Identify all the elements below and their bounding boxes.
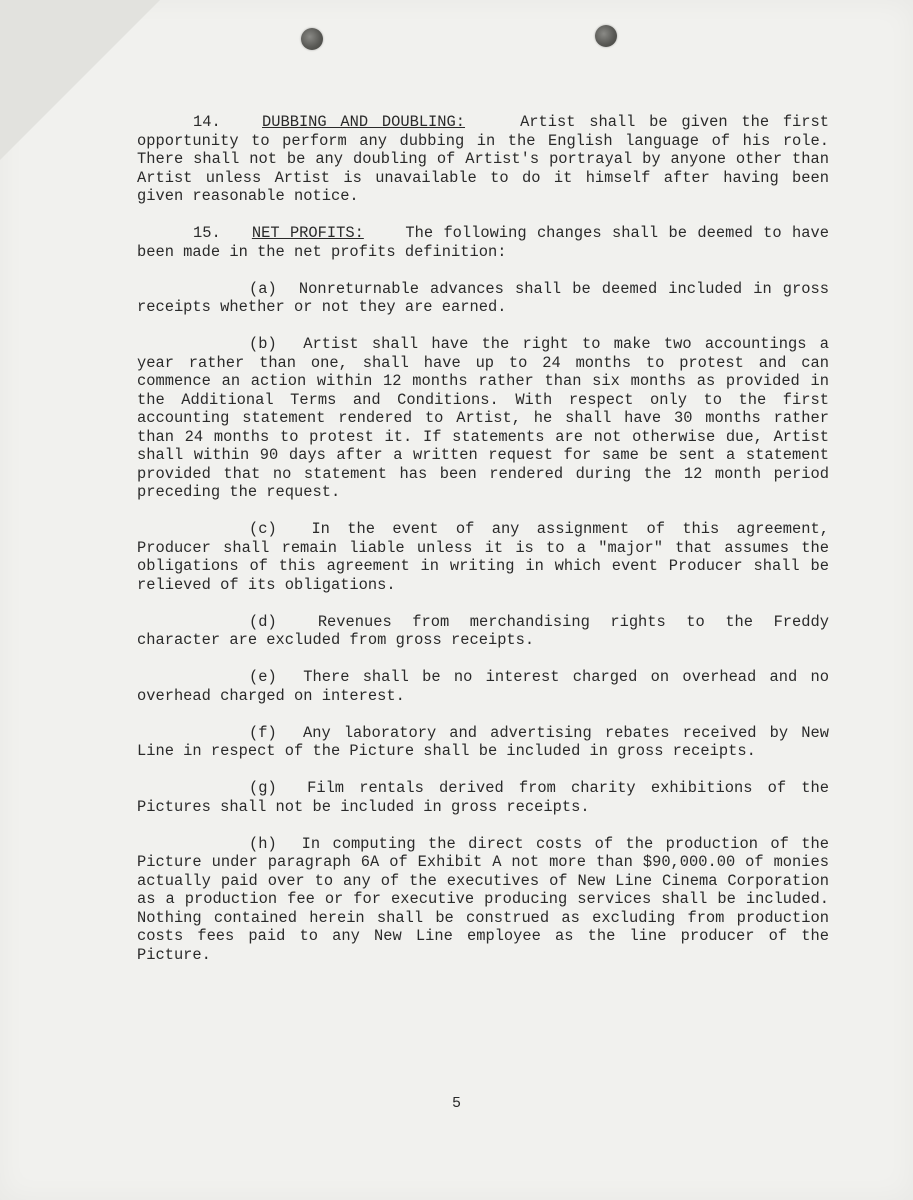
subclause-label: (d) (249, 612, 277, 631)
subclause-e (137, 668, 829, 705)
folded-corner (0, 0, 160, 160)
subclause-h (137, 835, 829, 965)
subclause-label: (b) (249, 335, 277, 353)
subclause-g (137, 779, 829, 816)
subclause-text: Nonreturnable advances shall be deemed included in gross receipts whether or not they are earned. (137, 279, 829, 316)
subclause-a (137, 280, 829, 317)
subclause-text: In the event of any assignment of this agreement, Producer shall remain liable unless it is to a "major" that assumes the obligations of this agreement in writing in which event Producer shall be relieved of its obligations. (137, 520, 829, 594)
section-text: The following changes shall be deemed to have been made in the net profits definition: (137, 224, 829, 261)
subclause-c (137, 520, 829, 594)
punch-hole-right (595, 25, 617, 47)
subclause-label: (h) (249, 834, 277, 853)
subclause-d (137, 613, 829, 650)
document-body (137, 113, 829, 983)
page-number: 5 (451, 1095, 461, 1112)
punch-hole-left (301, 28, 323, 50)
section-number: 14. (193, 113, 221, 131)
section-heading: NET PROFITS: (251, 224, 364, 242)
subclause-label: (e) (249, 668, 277, 686)
subclause-label: (c) (249, 520, 277, 538)
subclause-b (137, 335, 829, 502)
subclause-text: Any laboratory and advertising rebates received by New Line in respect of the Picture shall be included in gross receipts. (137, 723, 829, 760)
subclause-label: (a) (249, 279, 277, 298)
section-heading: DUBBING AND DOUBLING: (262, 113, 466, 131)
subclause-label: (g) (249, 779, 277, 797)
subclause-text: There shall be no interest charged on overhead and no overhead charged on interest. (137, 668, 829, 705)
section-14 (137, 113, 829, 206)
subclause-label: (f) (249, 723, 277, 742)
section-15 (137, 224, 829, 261)
subclause-text: In computing the direct costs of the production of the Picture under paragraph 6A of Exhibit A not more than $90,000.00 of monies actually paid over to any of the executives of New Line Cinema Corporation as a production fee or for executive producing services shall be included. Nothing contained herein shall be construed as excluding from production costs fees paid to any New Line employee as the line producer of the Picture. (137, 834, 829, 964)
subclause-text: Revenues from merchandising rights to the Freddy character are excluded from gross receipts. (137, 612, 829, 649)
subclause-text: Film rentals derived from charity exhibitions of the Pictures shall not be included in gross receipts. (137, 779, 829, 816)
subclause-text: Artist shall have the right to make two accountings a year rather than one, shall have up to 24 months to protest and can commence an action within 12 months rather than six months as provided in the Additional Terms and Conditions. With respect only to the first accounting statement rendered to Artist, he shall have 30 months rather than 24 months to protest it. If statements are not otherwise due, Artist shall within 90 days after a written request for same be sent a statement provided that no statement has been rendered during the 12 month period preceding the request. (137, 335, 829, 501)
subclause-f (137, 724, 829, 761)
section-text: Artist shall be given the first opportunity to perform any dubbing in the English language of his role. There shall not be any doubling of Artist's portrayal by anyone other than Artist unless Artist is unavailable to do it himself after having been given reasonable notice. (137, 113, 829, 205)
section-number: 15. (193, 224, 221, 242)
